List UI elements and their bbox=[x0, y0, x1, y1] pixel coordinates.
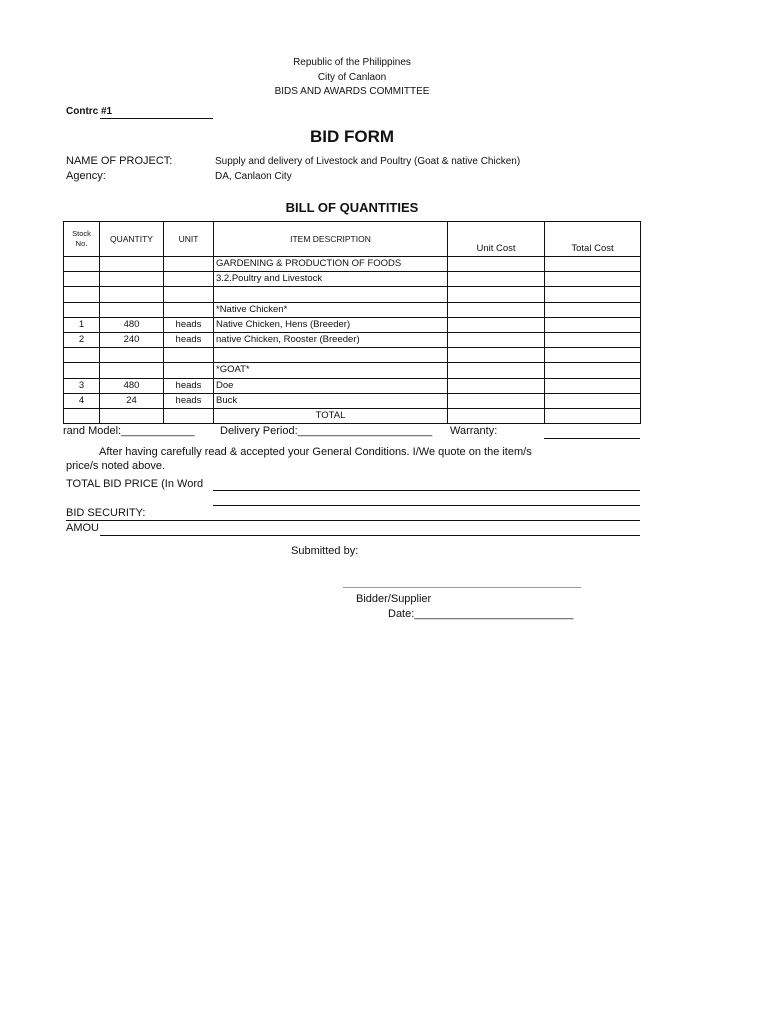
cell-unit bbox=[164, 363, 214, 378]
table-row bbox=[64, 393, 641, 408]
cell-unit: heads bbox=[164, 393, 214, 408]
table-row bbox=[64, 287, 641, 302]
cell-qty: 480 bbox=[100, 317, 164, 332]
cell-unit-cost bbox=[448, 287, 545, 302]
cell-stock bbox=[64, 272, 100, 287]
table-row bbox=[64, 348, 641, 363]
cell-qty: 240 bbox=[100, 332, 164, 347]
header-republic: Republic of the Philippines bbox=[293, 57, 411, 68]
cell-total-cost bbox=[545, 348, 641, 363]
cell-stock: 1 bbox=[64, 317, 100, 332]
cell-desc: *Native Chicken* bbox=[214, 302, 448, 317]
bill-of-quantities-table bbox=[63, 221, 641, 424]
cell-total-cost bbox=[545, 257, 641, 272]
cell-stock bbox=[64, 348, 100, 363]
cell-unit-cost bbox=[448, 272, 545, 287]
contract-label: Contrc #1 bbox=[66, 106, 113, 117]
cell-stock bbox=[64, 363, 100, 378]
cell-stock bbox=[64, 302, 100, 317]
header-quantity: QUANTITY bbox=[100, 222, 164, 257]
cell-qty bbox=[100, 287, 164, 302]
bidder-supplier-label: Bidder/Supplier bbox=[356, 593, 432, 605]
submitted-by-label: Submitted by: bbox=[291, 545, 359, 557]
table-total-row bbox=[64, 408, 641, 423]
cell-total-cost bbox=[545, 363, 641, 378]
table-header-row bbox=[64, 222, 641, 257]
page-title: BID FORM bbox=[309, 127, 395, 146]
warranty-field[interactable] bbox=[544, 438, 640, 439]
cell-unit bbox=[164, 257, 214, 272]
cell-desc: 3.2.Poultry and Livestock bbox=[214, 272, 448, 287]
cell-total-cost bbox=[545, 393, 641, 408]
cell-unit-cost bbox=[448, 332, 545, 347]
table-row bbox=[64, 378, 641, 393]
table-row bbox=[64, 332, 641, 347]
cell-stock: 3 bbox=[64, 378, 100, 393]
cell-unit-cost bbox=[448, 317, 545, 332]
cell-unit-cost bbox=[448, 363, 545, 378]
brand-model-field[interactable]: rand Model:____________ bbox=[63, 425, 195, 437]
cell-total-cost bbox=[545, 302, 641, 317]
total-bid-price-label: TOTAL BID PRICE (In Word bbox=[66, 478, 204, 490]
statement-line-2: price/s noted above. bbox=[66, 460, 166, 472]
cell-stock: 4 bbox=[64, 393, 100, 408]
cell-unit bbox=[164, 272, 214, 287]
statement-line-1: After having carefully read & accepted your General Conditions. I/We quote on the item/s bbox=[99, 446, 532, 458]
cell-desc: Buck bbox=[214, 393, 448, 408]
header-total-cost: Total Cost bbox=[545, 222, 641, 257]
bid-security-label: BID SECURITY: bbox=[66, 507, 146, 519]
cell-total-cost bbox=[545, 317, 641, 332]
total-label: TOTAL bbox=[214, 408, 448, 423]
cell-total-cost bbox=[545, 272, 641, 287]
cell-unit: heads bbox=[164, 317, 214, 332]
cell-desc: GARDENING & PRODUCTION OF FOODS bbox=[214, 257, 448, 272]
header-city: City of Canlaon bbox=[317, 72, 387, 83]
cell-desc: *GOAT* bbox=[214, 363, 448, 378]
cell-unit bbox=[164, 408, 214, 423]
date-field[interactable]: Date:__________________________ bbox=[388, 608, 574, 620]
cell-unit-cost bbox=[448, 408, 545, 423]
cell-qty bbox=[100, 272, 164, 287]
cell-desc: Native Chicken, Hens (Breeder) bbox=[214, 317, 448, 332]
agency-label: Agency: bbox=[66, 170, 106, 182]
cell-qty bbox=[100, 363, 164, 378]
cell-desc bbox=[214, 287, 448, 302]
cell-desc: native Chicken, Rooster (Breeder) bbox=[214, 332, 448, 347]
contract-underline bbox=[100, 118, 213, 119]
cell-unit: heads bbox=[164, 332, 214, 347]
cell-unit: heads bbox=[164, 378, 214, 393]
cell-total-cost bbox=[545, 408, 641, 423]
bid-security-field[interactable] bbox=[66, 520, 640, 521]
cell-qty bbox=[100, 302, 164, 317]
cell-unit-cost bbox=[448, 257, 545, 272]
signature-line[interactable] bbox=[343, 587, 581, 588]
table-row bbox=[64, 257, 641, 272]
project-name-value: Supply and delivery of Livestock and Poultry (Goat & native Chicken) bbox=[215, 156, 521, 167]
cell-total-cost bbox=[545, 378, 641, 393]
cell-unit bbox=[164, 287, 214, 302]
cell-stock bbox=[64, 257, 100, 272]
cell-desc: Doe bbox=[214, 378, 448, 393]
amount-label: AMOU bbox=[66, 522, 99, 534]
header-stock: Stock No. bbox=[64, 222, 100, 257]
cell-qty bbox=[100, 348, 164, 363]
cell-qty bbox=[100, 408, 164, 423]
header-committee: BIDS AND AWARDS COMMITTEE bbox=[274, 86, 430, 97]
cell-unit-cost bbox=[448, 348, 545, 363]
table-row bbox=[64, 302, 641, 317]
boq-title: BILL OF QUANTITIES bbox=[285, 200, 419, 215]
cell-unit bbox=[164, 348, 214, 363]
total-bid-price-field[interactable] bbox=[213, 490, 640, 491]
cell-stock bbox=[64, 287, 100, 302]
header-unit: UNIT bbox=[164, 222, 214, 257]
cell-qty: 480 bbox=[100, 378, 164, 393]
cell-desc bbox=[214, 348, 448, 363]
header-unit-cost: Unit Cost bbox=[448, 222, 545, 257]
cell-stock: 2 bbox=[64, 332, 100, 347]
amount-field[interactable] bbox=[100, 535, 640, 536]
cell-qty: 24 bbox=[100, 393, 164, 408]
warranty-label: Warranty: bbox=[450, 425, 498, 437]
delivery-period-field[interactable]: Delivery Period:______________________ bbox=[220, 425, 433, 437]
cell-total-cost bbox=[545, 287, 641, 302]
project-name-label: NAME OF PROJECT: bbox=[66, 155, 173, 167]
table-row bbox=[64, 363, 641, 378]
cell-stock bbox=[64, 408, 100, 423]
total-bid-price-field-2[interactable] bbox=[213, 505, 640, 506]
cell-unit-cost bbox=[448, 393, 545, 408]
table-row bbox=[64, 317, 641, 332]
header-description: ITEM DESCRIPTION bbox=[214, 222, 448, 257]
cell-total-cost bbox=[545, 332, 641, 347]
cell-unit-cost bbox=[448, 302, 545, 317]
cell-unit-cost bbox=[448, 378, 545, 393]
table-row bbox=[64, 272, 641, 287]
agency-value: DA, Canlaon City bbox=[215, 171, 292, 182]
cell-qty bbox=[100, 257, 164, 272]
cell-unit bbox=[164, 302, 214, 317]
